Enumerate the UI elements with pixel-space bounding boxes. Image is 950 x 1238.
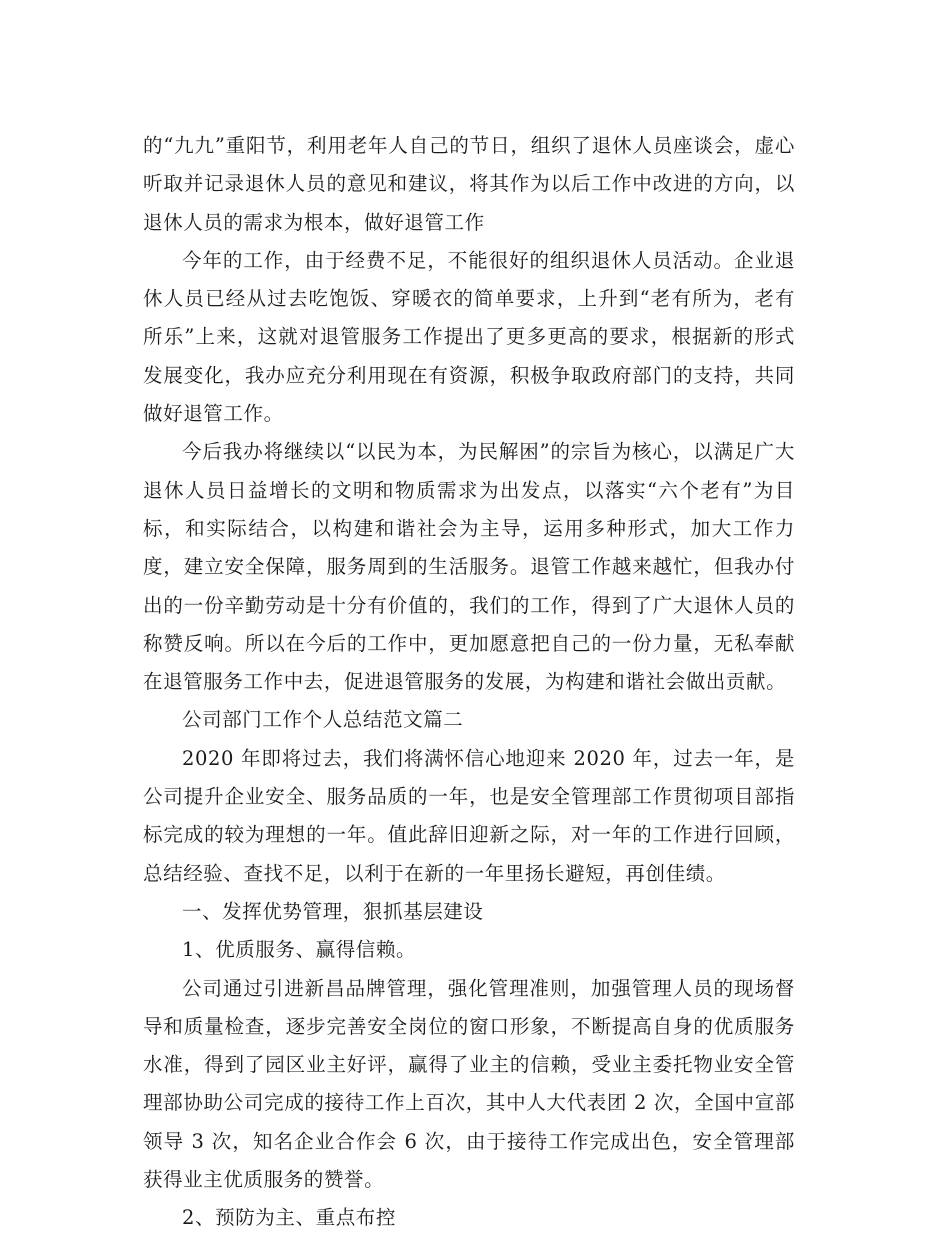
heading-item-1: 1、优质服务、赢得信赖。	[182, 938, 417, 962]
heading-item-2: 2、预防为主、重点布控	[182, 1206, 397, 1230]
paragraph-future-plans: 今后我办将继续以“以民为本，为民解困”的宗旨为核心，以满足广大退休人员日益增长的文明和物质需求为出发点，以落实“六个老有”为目标，和实际结合，以构建和谐社会为主导，运用多种形式，加大工作力度，建立安全保障，服务周到的生活服务。退管工作越来越忙，但我办付出的一份辛勤劳动是十分有价值的，我们的工作，得到了广大退休人员的称赞反响。所以在今后的工作中，更加愿意把自己的一份力量，无私奉献在退管服务工作中去，促进退管服务的发展，为构建和谐社会做出贡献。	[143, 440, 795, 694]
paragraph-continuation: 的“九九”重阳节，利用老年人自己的节日，组织了退休人员座谈会，虚心听取并记录退休人员的意见和建议，将其作为以后工作中改进的方向，以退休人员的需求为根本，做好退管工作	[143, 134, 795, 234]
document-page	[143, 127, 795, 1238]
paragraph-funding: 今年的工作，由于经费不足，不能很好的组织退休人员活动。企业退休人员已经从过去吃饱饭、穿暖衣的简单要求，上升到“老有所为，老有所乐”上来，这就对退管服务工作提出了更多更高的要求，根据新的形式发展变化，我办应充分利用现在有资源，积极争取政府部门的支持，共同做好退管工作。	[143, 248, 795, 426]
section-title: 公司部门工作个人总结范文篇二	[182, 708, 464, 732]
heading-level-1: 一、发挥优势管理，狠抓基层建设	[182, 899, 484, 923]
paragraph-service: 公司通过引进新昌品牌管理，强化管理准则，加强管理人员的现场督导和质量检查，逐步完善安全岗位的窗口形象，不断提高自身的优质服务水准，得到了园区业主好评，赢得了业主的信赖，受业主委托物业安全管理部协助公司完成的接待工作上百次，其中人大代表团 2 次，全国中宣部领导 3 次，知名企业合作会 6 次，由于接待工作完成出色，安全管理部获得业主优质服务的赞誉。	[143, 976, 795, 1192]
paragraph-intro-2020: 2020 年即将过去，我们将满怀信心地迎来 2020 年，过去一年，是公司提升企业安全、服务品质的一年，也是安全管理部工作贯彻项目部指标完成的较为理想的一年。值此辞旧迎新之际，对一年的工作进行回顾，总结经验、查找不足，以利于在新的一年里扬长避短，再创佳绩。	[143, 746, 795, 885]
